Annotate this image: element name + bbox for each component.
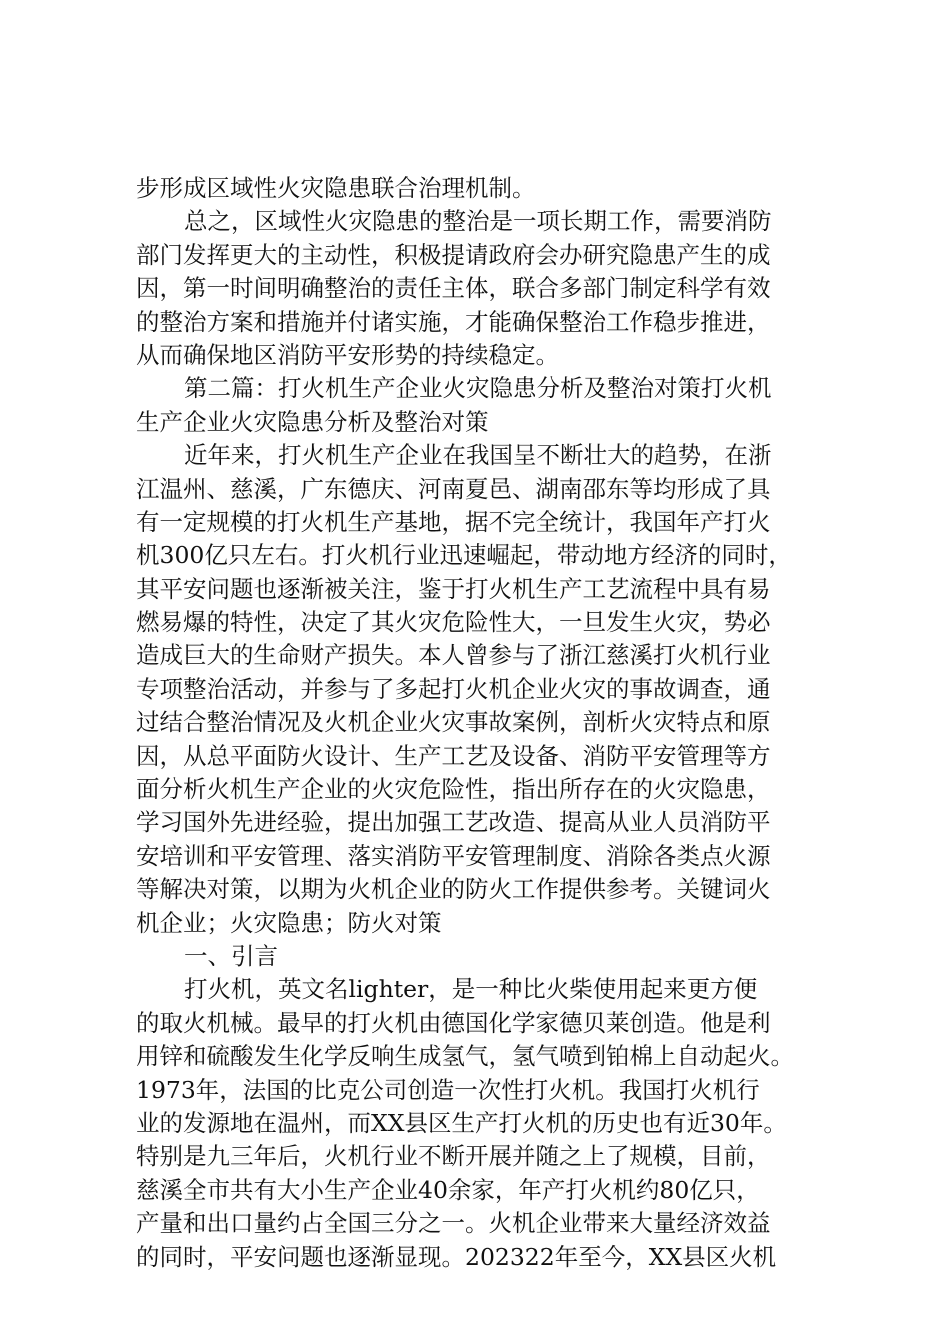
text-line: 部门发挥更大的主动性，积极提请政府会办研究隐患产生的成	[136, 240, 771, 269]
text-line: 江温州、慈溪，广东德庆、河南夏邑、湖南邵东等均形成了具	[136, 474, 771, 503]
text-line: 燃易爆的特性，决定了其火灾危险性大，一旦发生火灾，势必	[136, 608, 771, 637]
text-line: 因，从总平面防火设计、生产工艺及设备、消防平安管理等方	[136, 741, 771, 770]
text-line: 因，第一时间明确整治的责任主体，联合多部门制定科学有效	[136, 274, 771, 303]
text-line: 从而确保地区消防平安形势的持续稳定。	[136, 340, 559, 369]
text-line: 机300亿只左右。打火机行业迅速崛起，带动地方经济的同时，	[136, 541, 792, 570]
text-line: 打火机，英文名lighter，是一种比火柴使用起来更方便	[184, 975, 758, 1004]
text-line: 造成巨大的生命财产损失。本人曾参与了浙江慈溪打火机行业	[136, 641, 771, 670]
text-line: 总之，区域性火灾隐患的整治是一项长期工作，需要消防	[184, 207, 772, 236]
text-line: 有一定规模的打火机生产基地，据不完全统计，我国年产打火	[136, 507, 771, 536]
text-line: 其平安问题也逐渐被关注，鉴于打火机生产工艺流程中具有易	[136, 574, 771, 603]
text-line: 面分析火机生产企业的火灾危险性，指出所存在的火灾隐患，	[136, 775, 771, 804]
body-text	[136, 172, 826, 1274]
text-line: 近年来，打火机生产企业在我国呈不断壮大的趋势，在浙	[184, 441, 772, 470]
text-line: 用锌和硫酸发生化学反响生成氢气，氢气喷到铂棉上自动起火。	[136, 1042, 794, 1071]
text-line: 特别是九三年后，火机行业不断开展并随之上了规模，目前，	[136, 1142, 771, 1171]
text-line: 的取火机械。最早的打火机由德国化学家德贝莱创造。他是利	[136, 1008, 771, 1037]
text-line: 学习国外先进经验，提出加强工艺改造、提高从业人员消防平	[136, 808, 771, 837]
text-line: 产量和出口量约占全国三分之一。火机企业带来大量经济效益	[136, 1209, 771, 1238]
text-line: 等解决对策，以期为火机企业的防火工作提供参考。关键词火	[136, 875, 771, 904]
text-line: 过结合整治情况及火机企业火灾事故案例，剖析火灾特点和原	[136, 708, 771, 737]
text-line: 业的发源地在温州，而XX县区生产打火机的历史也有近30年。	[136, 1108, 787, 1137]
text-line: 步形成区域性火灾隐患联合治理机制。	[136, 174, 536, 202]
text-line: 1973年，法国的比克公司创造一次性打火机。我国打火机行	[136, 1075, 760, 1104]
text-line: 第二篇：打火机生产企业火灾隐患分析及整治对策打火机	[184, 374, 772, 403]
text-line: 生产企业火灾隐患分析及整治对策	[136, 407, 489, 436]
text-line: 的整治方案和措施并付诸实施，才能确保整治工作稳步推进，	[136, 307, 771, 336]
text-line: 的同时，平安问题也逐渐显现。202322年至今，XX县区火机	[136, 1242, 777, 1271]
text-line: 安培训和平安管理、落实消防平安管理制度、消除各类点火源	[136, 841, 771, 870]
text-line: 专项整治活动，并参与了多起打火机企业火灾的事故调查，通	[136, 674, 771, 703]
text-line: 一、引言	[184, 941, 278, 970]
text-line: 机企业；火灾隐患；防火对策	[136, 908, 442, 937]
text-line: 慈溪全市共有大小生产企业40余家，年产打火机约80亿只，	[136, 1175, 760, 1204]
